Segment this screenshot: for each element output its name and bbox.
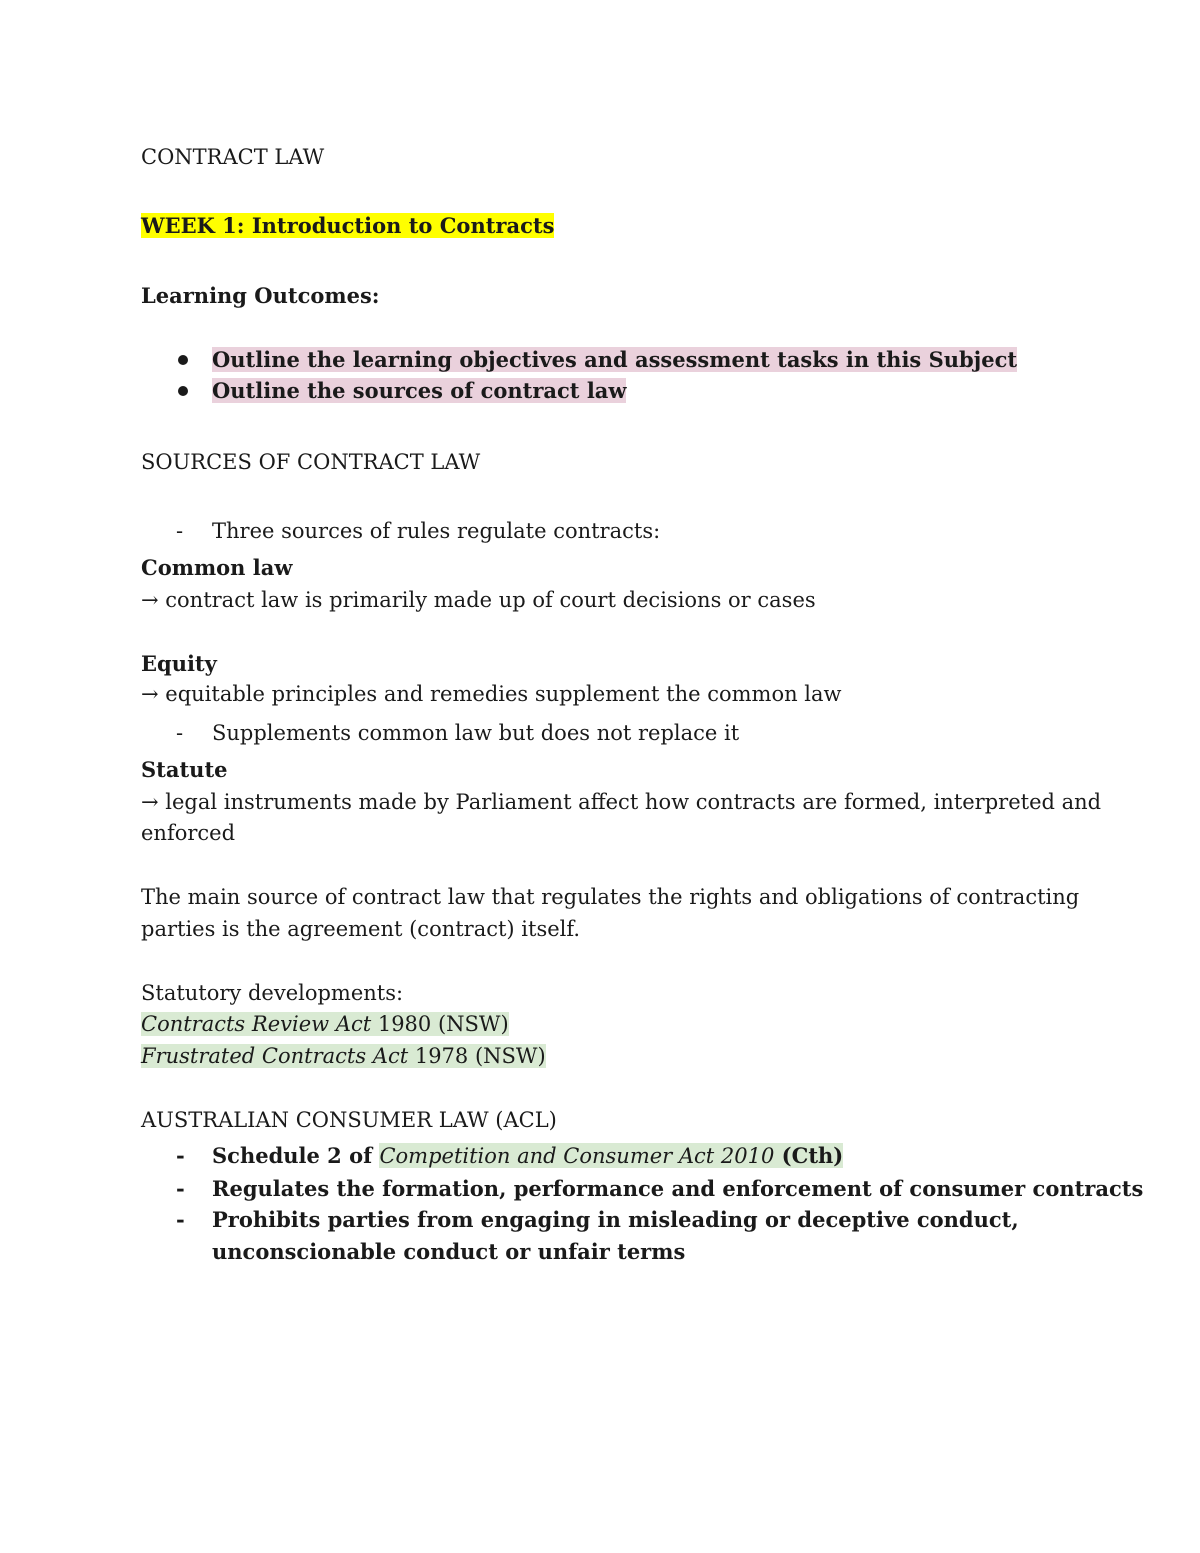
common-law-heading: Common law [141,555,293,580]
equity-heading: Equity [141,651,217,676]
statutory-act: Contracts Review Act 1980 (NSW) [141,1012,509,1036]
bullet-icon [178,386,188,396]
common-law-desc: → contract law is primarily made up of court decisions or cases [141,588,816,612]
dash-marker: - [176,1143,185,1168]
dash-marker: - [176,721,184,745]
acl-item-line1: Prohibits parties from engaging in misleading or deceptive conduct, [212,1207,1019,1232]
statute-heading: Statute [141,757,228,782]
dash-marker: - [176,1207,185,1232]
acl-item-line2: unconscionable conduct or unfair terms [212,1239,686,1264]
statute-desc-line2: enforced [141,821,236,845]
week-label: WEEK 1: Introduction to Contracts [141,213,555,238]
statutory-heading: Statutory developments: [141,981,404,1005]
sources-intro: Three sources of rules regulate contracts: [212,519,661,543]
sources-heading: SOURCES OF CONTRACT LAW [141,450,481,474]
dash-marker: - [176,1176,185,1201]
learning-outcome-item: Outline the sources of contract law [212,378,627,403]
equity-desc: → equitable principles and remedies supplement the common law [141,682,842,706]
main-source-line2: parties is the agreement (contract) itself. [141,917,581,941]
learning-outcome-item: Outline the learning objectives and assessment tasks in this Subject [212,347,1018,372]
acl-item: Schedule 2 of Competition and Consumer Act 2010 (Cth) [212,1143,844,1168]
bullet-icon [178,355,188,365]
document-title: CONTRACT LAW [141,145,325,169]
equity-sub: Supplements common law but does not replace it [212,721,740,745]
main-source-line1: The main source of contract law that regulates the rights and obligations of contracting [141,885,1080,909]
week-heading [141,212,554,240]
statutory-act: Frustrated Contracts Act 1978 (NSW) [141,1044,546,1068]
acl-heading: AUSTRALIAN CONSUMER LAW (ACL) [141,1108,557,1132]
statute-desc-line1: → legal instruments made by Parliament affect how contracts are formed, interpreted and [141,790,1102,814]
dash-marker: - [176,519,184,543]
acl-item: Regulates the formation, performance and enforcement of consumer contracts [212,1176,1144,1201]
learning-outcomes-heading: Learning Outcomes: [141,283,380,308]
